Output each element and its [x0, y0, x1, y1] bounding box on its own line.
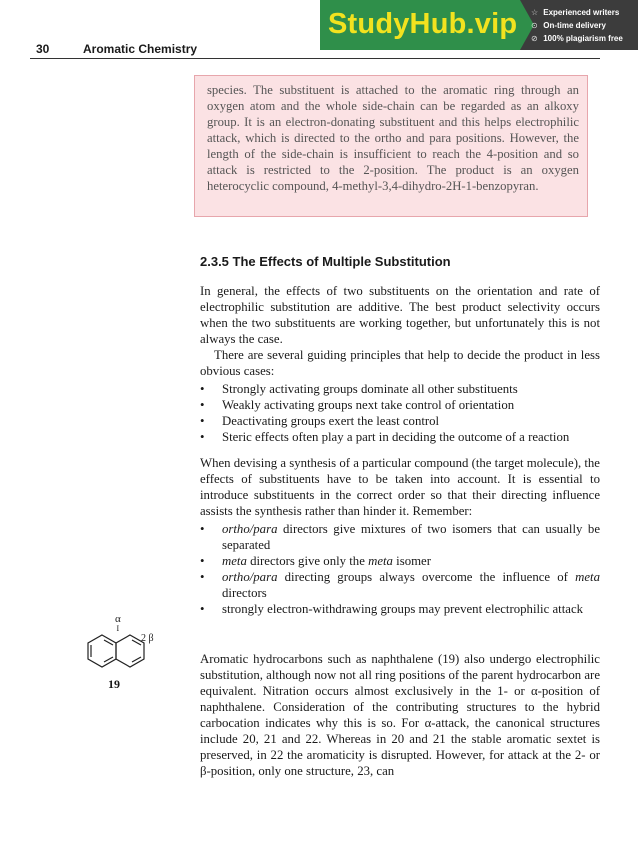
perk-item: [531, 6, 623, 19]
page-number: 30: [36, 42, 50, 56]
bullet-icon: •: [200, 430, 205, 444]
perk-label: On-time delivery: [543, 21, 606, 30]
right-ring: [116, 635, 144, 667]
section-heading: 2.3.5 The Effects of Multiple Substitution: [200, 254, 451, 269]
star-icon: ☆: [531, 8, 539, 17]
paragraph: When devising a synthesis of a particular compound (the target molecule), the effects of substituents have to be taken into account. It is essential to introduce substituents in the correct order so that their directing influence assists the synthesis rather than hinder it. Remember:: [200, 456, 600, 518]
paragraph: Aromatic hydrocarbons such as naphthalene (19) also undergo electrophilic substitution, although now not all ring positions of the parent hydrocarbon are equivalent. Nitration occurs almost exclusively in the 1- or α-position of naphthalene. Consideration of the contributing structures to the hybrid carbocation indicates why this is so. For α-attack, the canonical structures include 20, 21 and 22. Whereas in 20 and 21 the stable aromatic sextet is preserved, in 22 the aromaticity is disrupted. However, for attack at the 2- or β-position, only one structure, 23, can: [200, 652, 600, 778]
list-item: • strongly electron-withdrawing groups may prevent electrophilic attack: [200, 602, 584, 616]
header-rule: [30, 58, 600, 59]
perk-item: [531, 19, 623, 32]
bullet-icon: •: [200, 414, 205, 428]
perk-label: 100% plagiarism free: [543, 34, 623, 43]
margin-note-text: species. The substituent is attached to the aromatic ring through an oxygen atom and the whole side-chain can be regarded as an alkoxy group. It is an electron-donating substituent and this helps electrophilic attack, which is directed to the ortho and para positions. However, the length of the side-chain is insufficient to reach the 4-position and so attack is restricted to the 2-position. The product is an oxygen heterocyclic compound, 4-methyl-3,4-dihydro-2H-1-benzopyran.: [207, 83, 579, 193]
brand-logo-text: StudyHub.vip: [328, 8, 518, 40]
principles-list: [200, 381, 600, 445]
alpha-position-label: α I: [115, 613, 121, 633]
perk-list: [531, 6, 623, 45]
bullet-icon: •: [200, 602, 205, 616]
list-item: • meta directors give only the meta isomer: [200, 554, 431, 568]
list-item: • Weakly activating groups next take control of orientation: [200, 398, 515, 412]
compound-number: 19: [108, 677, 120, 691]
bullet-icon: •: [200, 522, 205, 536]
list-item: • ortho/para directing groups always overcome the influence of meta directors: [200, 570, 600, 600]
list-item: • Strongly activating groups dominate all other substituents: [200, 382, 518, 396]
list-item: • ortho/para directors give mixtures of two isomers that can usually be separated: [200, 522, 600, 552]
bullet-icon: •: [200, 398, 205, 412]
bullet-icon: •: [200, 554, 205, 568]
beta-position-label: 2 β: [141, 633, 154, 644]
naphthalene-rings: [88, 635, 144, 667]
running-title: Aromatic Chemistry: [83, 42, 198, 56]
remember-list: [200, 521, 600, 617]
list-item: • Deactivating groups exert the least control: [200, 414, 440, 428]
margin-note-box: [194, 75, 588, 217]
paragraph: In general, the effects of two substituents on the orientation and rate of electrophilic substitution are additive. The best product selectivity occurs when the two substituents are working together, but unfortunately this is not always the case.: [200, 284, 600, 346]
brand-block[interactable]: [320, 0, 520, 50]
left-ring: [88, 635, 116, 667]
shield-icon: ⊘: [531, 34, 538, 43]
perk-item: [531, 32, 623, 45]
bullet-icon: •: [200, 382, 205, 396]
promo-banner[interactable]: [320, 0, 638, 50]
clock-icon: ⊙: [531, 21, 538, 30]
bullet-icon: •: [200, 570, 205, 584]
list-item: • Steric effects often play a part in deciding the outcome of a reaction: [200, 430, 570, 444]
perk-label: Experienced writers: [543, 8, 620, 17]
paragraph: There are several guiding principles that help to decide the product in less obvious cases:: [200, 348, 600, 378]
